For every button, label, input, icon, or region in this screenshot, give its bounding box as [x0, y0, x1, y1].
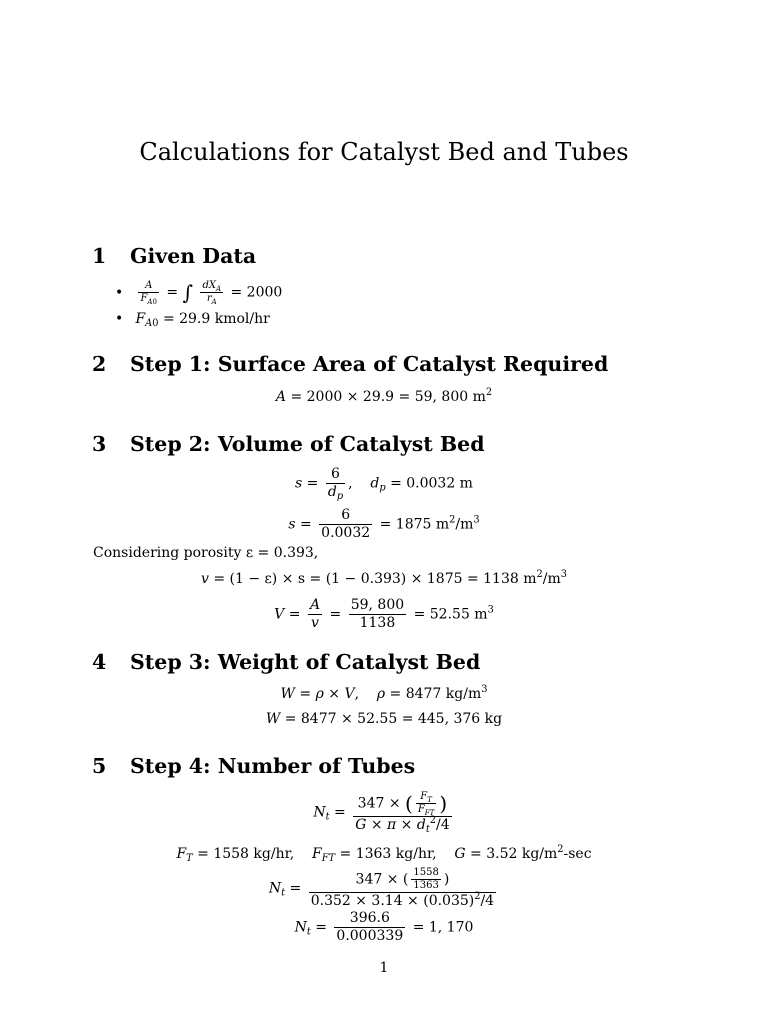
section-number: 1 [92, 244, 107, 268]
section-heading [92, 352, 608, 376]
page-number: 1 [379, 960, 389, 976]
fraction: $\frac{dX_A}{r_A}$ [202, 280, 222, 306]
given-ratio-value: = 2000 [230, 284, 283, 301]
section-heading [92, 754, 415, 778]
fraction: $\frac{396.6}{0.000339}$ [336, 910, 404, 944]
equation-nt-values: $F_T = 1558$ kg/hr, $F_{FT} = 1363$ kg/hr, G = 3.52 $kg/m^2-\sec$ [176, 844, 592, 864]
fraction: $\frac{6}{d_p}$ [327, 466, 344, 502]
section-title: Given Data [130, 244, 257, 268]
section-heading [92, 650, 480, 674]
section-number: 2 [92, 352, 107, 376]
section-title: Step 2: Volume of Catalyst Bed [130, 432, 485, 456]
fraction: $\frac{59, 800}{1138}$ [350, 597, 405, 631]
section-title: Step 3: Weight of Catalyst Bed [130, 650, 481, 674]
section-number: 3 [92, 432, 107, 456]
list-item: • $\frac{A}{F_{A0}}$ = ∫ $\frac{dX_A}{r_A}$ = 2000 [115, 280, 283, 306]
equation-v: v = (1 − ε) × s = (1 − 0.393) × 1875 = 1138 $m^2/m^3$ [201, 569, 567, 587]
section-heading [92, 244, 256, 268]
equation-w-value: W = 8477 × 52.55 = 445, 376 kg [265, 711, 503, 727]
bullet-icon: • [115, 311, 124, 327]
page-title: Calculations for Catalyst Bed and Tubes [139, 138, 629, 166]
fraction: 347 × ( $\frac{F_T}{F_{FT}}$ ) $G \times \pi \times d_t^2/4$ [355, 791, 450, 835]
equation-w-def: W = ρ × V, ρ = 8477 $kg/m^3$ [280, 684, 488, 702]
list-item: • $F_{A0} = 29.9$ kmol/hr [115, 311, 270, 329]
section-number: 4 [92, 650, 107, 674]
equation-s-value: s = $\frac{6}{0.0032}$ = 1875 $m^2/m^3$ [288, 507, 480, 541]
section-title: Step 4: Number of Tubes [130, 754, 416, 778]
bullet-icon: • [115, 284, 124, 301]
equation-nt-substituted: $N_t$ = 347 × ( $\frac{1558}{1363}$ ) $0.352 \times 3.14 \times (0.035)^2/4$ [268, 867, 495, 909]
section-heading [92, 432, 485, 456]
porosity-text: Considering porosity ε = 0.393, [93, 545, 319, 561]
equation-nt-result: $N_t$ = $\frac{396.6}{0.000339}$ = 1, 170 [294, 910, 474, 944]
section-number: 5 [92, 754, 107, 778]
given-fa0-value: = 29.9 kmol/hr [162, 311, 270, 327]
fraction: $\frac{A}{F_{A0}}$ [140, 280, 157, 306]
fraction: $\frac{6}{0.0032}$ [321, 507, 371, 541]
section-title: Step 1: Surface Area of Catalyst Required [130, 352, 609, 376]
equation-area: A = 2000 × 29.9 = 59, 800 $m^2$ [275, 387, 493, 405]
fraction: $\frac{A}{v}$ [309, 597, 321, 631]
fraction: 347 × ( $\frac{1558}{1363}$ ) $0.352 \times 3.14 \times (0.035)^2/4$ [310, 867, 495, 909]
equation-s-def: s = $\frac{6}{d_p}$ , $d_p = 0.0032$ m [295, 466, 473, 502]
equation-nt-formula: $N_t$ = 347 × ( $\frac{F_T}{F_{FT}}$ ) $G \times \pi \times d_t^2/4$ [313, 791, 450, 835]
equation-V: V = $\frac{A}{v}$ = $\frac{59, 800}{1138}$ = 52.55 $m^3$ [274, 597, 494, 631]
